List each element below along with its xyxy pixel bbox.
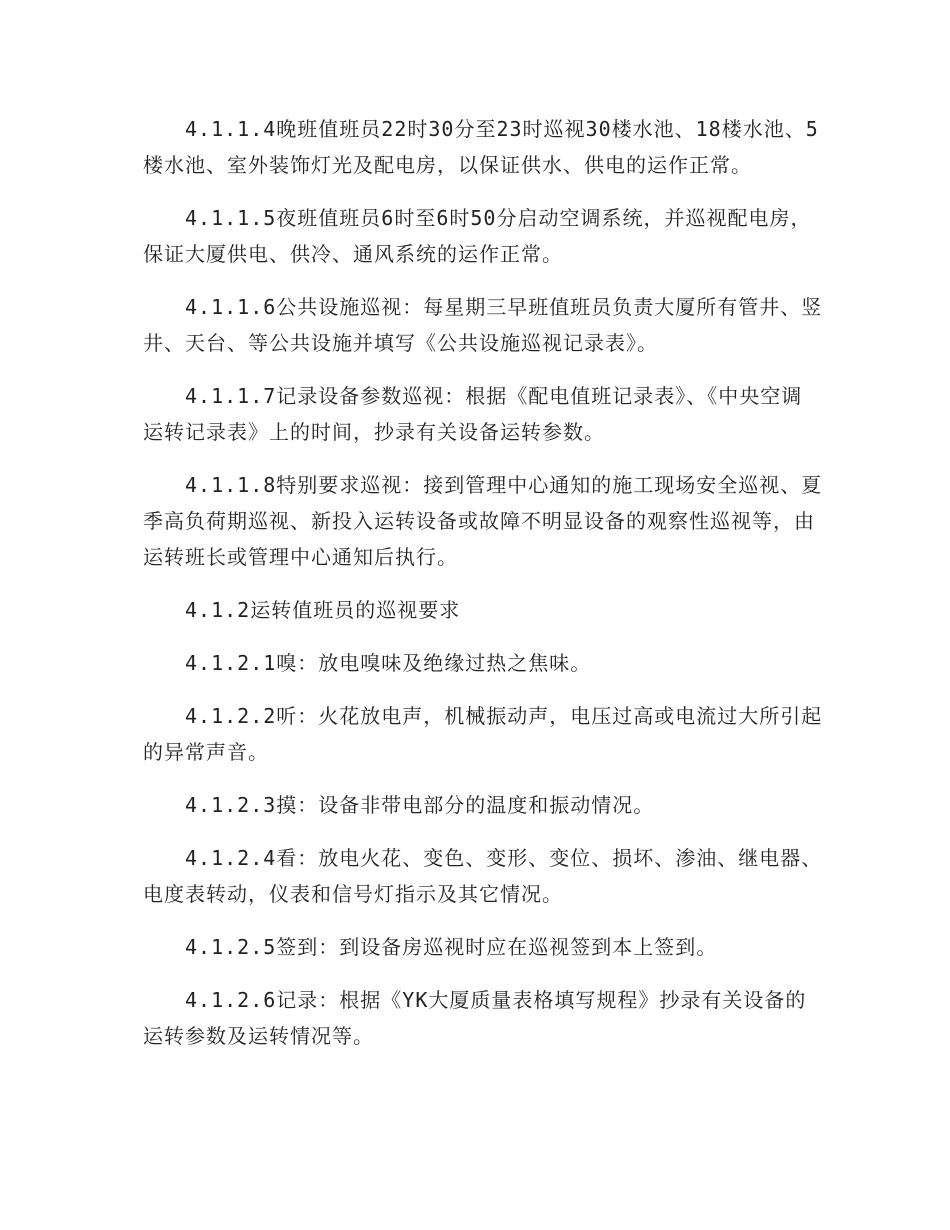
paragraph-4-1-2-2: 4.1.2.2听：火花放电声，机械振动声，电压过高或电流过大所引起的异常声音。 bbox=[143, 704, 823, 764]
paragraph-4-1-2-3: 4.1.2.3摸：设备非带电部分的温度和振动情况。 bbox=[185, 793, 655, 817]
paragraph-4-1-2-6: 4.1.2.6记录：根据《YK大厦质量表格填写规程》抄录有关设备的运转参数及运转情况等。 bbox=[143, 988, 807, 1048]
paragraph-4-1-2-4: 4.1.2.4看：放电火花、变色、变形、变位、损坏、渗油、继电器、电度表转动，仪表和信号灯指示及其它情况。 bbox=[143, 846, 823, 906]
section-heading-4-1-2: 4.1.2运转值班员的巡视要求 bbox=[185, 598, 461, 622]
paragraph-4-1-2-5: 4.1.2.5签到：到设备房巡视时应在巡视签到本上签到。 bbox=[185, 935, 718, 959]
paragraph-4-1-1-7: 4.1.1.7记录设备参数巡视：根据《配电值班记录表》、《中央空调运转记录表》上的时间，抄录有关设备运转参数。 bbox=[143, 384, 803, 444]
document-body bbox=[143, 111, 823, 1071]
paragraph-4-1-1-5: 4.1.1.5夜班值班员6时至6时50分启动空调系统，并巡视配电房，保证大厦供电、供冷、通风系统的运作正常。 bbox=[143, 206, 812, 266]
paragraph-4-1-1-4: 4.1.1.4晚班值班员22时30分至23时巡视30楼水池、18楼水池、5楼水池、室外装饰灯光及配电房，以保证供水、供电的运作正常。 bbox=[143, 117, 819, 177]
paragraph-4-1-2-1: 4.1.2.1嗅：放电嗅味及绝缘过热之焦味。 bbox=[185, 651, 592, 675]
paragraph-4-1-1-8: 4.1.1.8特别要求巡视：接到管理中心通知的施工现场安全巡视、夏季高负荷期巡视、新投入运转设备或故障不明显设备的观察性巡视等，由运转班长或管理中心通知后执行。 bbox=[143, 473, 823, 569]
paragraph-4-1-1-6: 4.1.1.6公共设施巡视：每星期三早班值班员负责大厦所有管井、竖井、天台、等公共设施并填写《公共设施巡视记录表》。 bbox=[143, 295, 823, 355]
